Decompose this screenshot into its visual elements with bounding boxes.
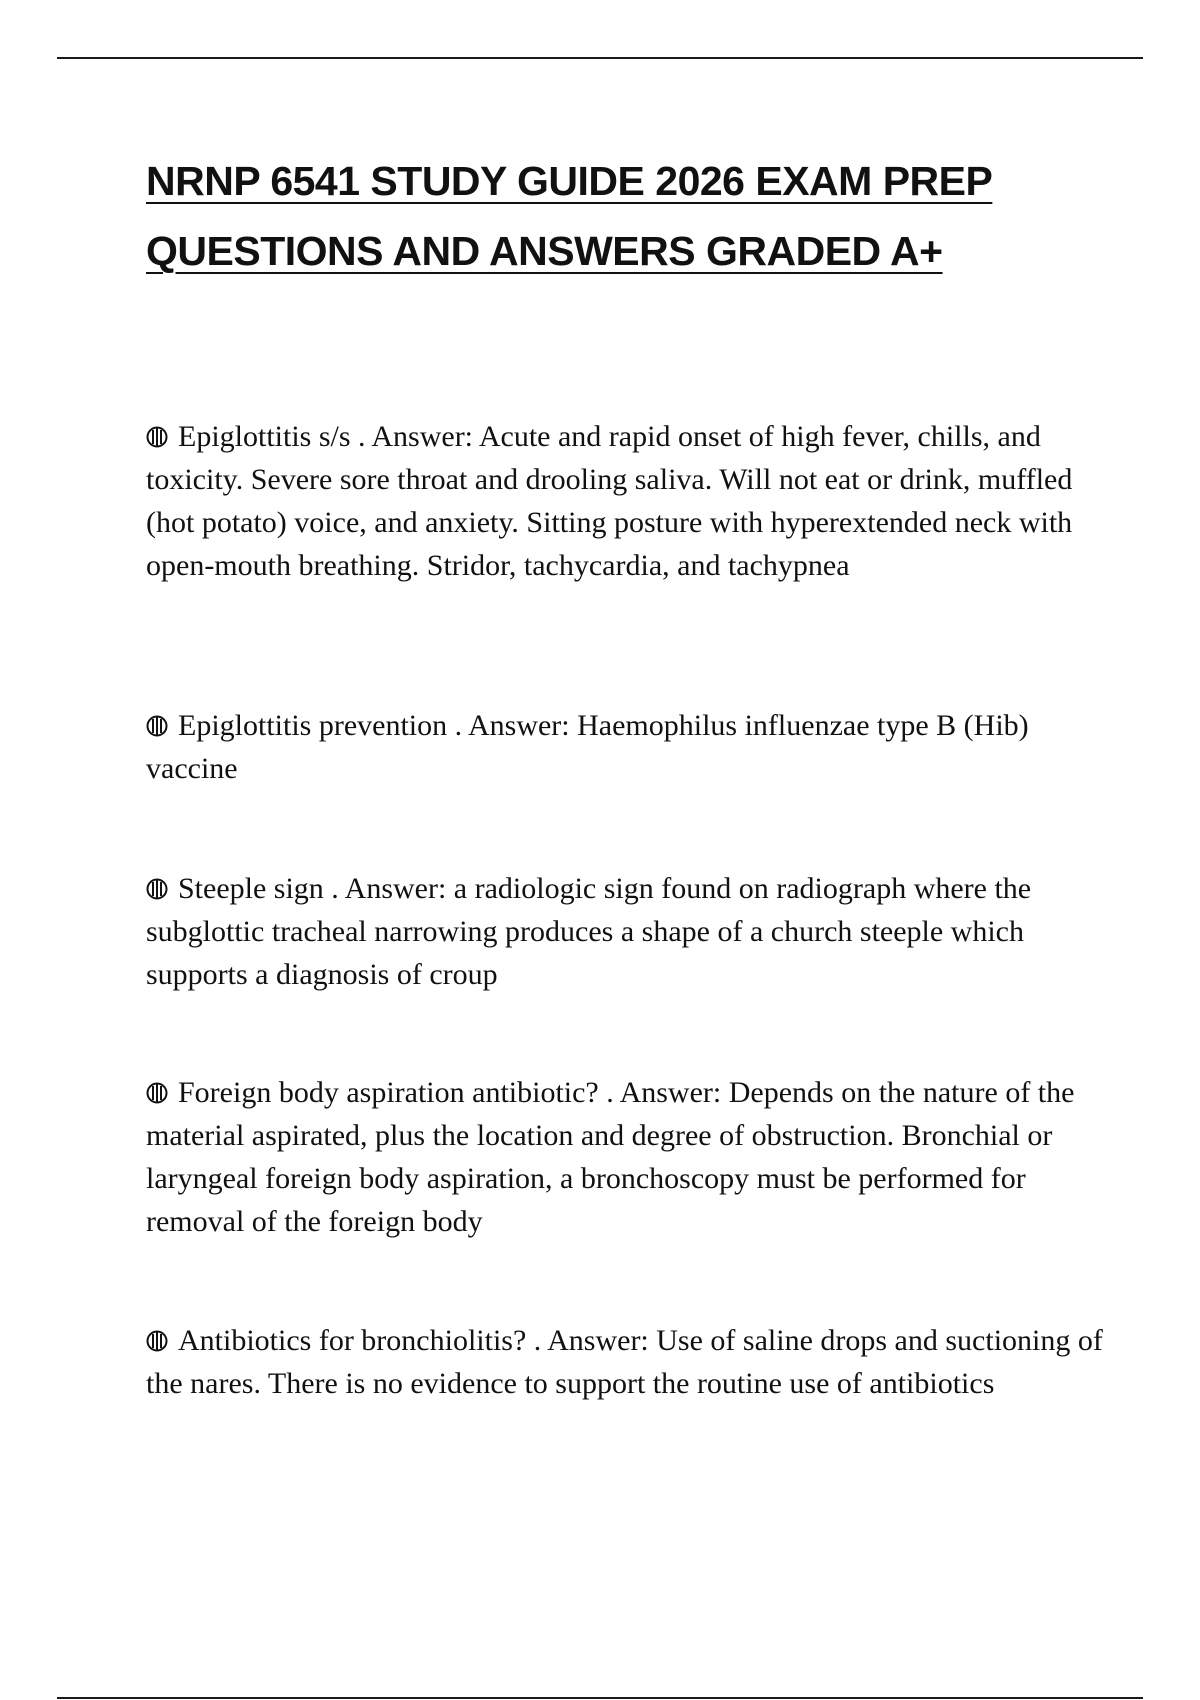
- circle-striped-bullet-icon: [146, 715, 168, 737]
- top-divider: [57, 57, 1143, 59]
- qa-item: [146, 1319, 1106, 1405]
- title-line-1: NRNP 6541 STUDY GUIDE 2026 EXAM PREP: [146, 158, 993, 204]
- qa-text: Steeple sign . Answer: a radiologic sign found on radiograph where the subglottic tracheal narrowing produces a shape of a church steeple which supports a diagnosis of croup: [146, 872, 1032, 991]
- circle-striped-bullet-icon: [146, 878, 168, 900]
- document-title: [146, 146, 1046, 286]
- bottom-divider: [57, 1697, 1143, 1699]
- qa-item: [146, 704, 1106, 790]
- circle-striped-bullet-icon: [146, 1330, 168, 1352]
- qa-text: Foreign body aspiration antibiotic? . Answer: Depends on the nature of the material aspirated, plus the location and degree of obstruction. Bronchial or laryngeal foreign body aspiration, a bronchoscopy must be performed for removal of the foreign body: [146, 1076, 1075, 1238]
- qa-text: Antibiotics for bronchiolitis? . Answer: Use of saline drops and suctioning of the nares. There is no evidence to support the routine use of antibiotics: [146, 1324, 1103, 1400]
- circle-striped-bullet-icon: [146, 1082, 168, 1104]
- qa-text: Epiglottitis s/s . Answer: Acute and rapid onset of high fever, chills, and toxicity. Severe sore throat and drooling saliva. Will not eat or drink, muffled (hot potato) voice, and anxiety. Sitting posture with hyperextended neck with open-mouth breathing. Stridor, tachycardia, and tachypnea: [146, 420, 1073, 582]
- circle-striped-bullet-icon: [146, 426, 168, 448]
- qa-text: Epiglottitis prevention . Answer: Haemophilus influenzae type B (Hib) vaccine: [146, 709, 1029, 785]
- title-line-2: QUESTIONS AND ANSWERS GRADED A+: [146, 228, 943, 274]
- qa-item: [146, 867, 1106, 996]
- qa-item: [146, 1071, 1106, 1243]
- qa-item: [146, 415, 1106, 587]
